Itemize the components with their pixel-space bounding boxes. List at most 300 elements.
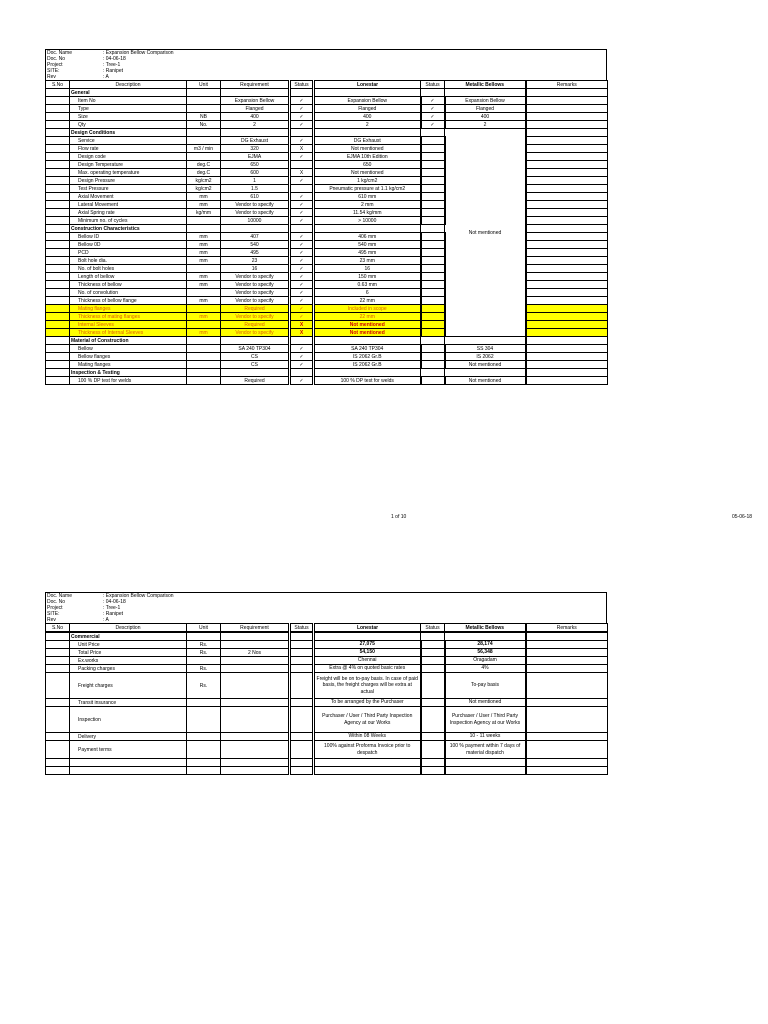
unit-cell: mm — [187, 313, 221, 321]
remarks-cell — [526, 265, 608, 273]
sno-cell — [46, 217, 70, 225]
lonestar-cell: Extra @ 4% on quoted basic rates — [314, 665, 421, 673]
remarks-cell — [526, 105, 608, 113]
requirement-cell: 2 Nos — [221, 649, 290, 657]
sno-cell — [46, 649, 70, 657]
comparison-table-commercial — [45, 623, 608, 775]
metallic-cell — [445, 759, 526, 767]
sno-cell — [46, 225, 70, 233]
doc-no-label: Doc. No — [47, 599, 66, 605]
table-row — [46, 345, 608, 353]
unit-cell: m3 / min — [187, 145, 221, 153]
remarks-cell — [526, 649, 608, 657]
description-cell: Ex.works — [70, 657, 187, 665]
requirement-cell: Vendor to specify — [221, 289, 290, 297]
unit-cell: mm — [187, 193, 221, 201]
sno-cell — [46, 289, 70, 297]
status-mark: ✓ — [290, 377, 314, 385]
unit-cell — [187, 265, 221, 273]
status-mark: ✓ — [421, 97, 445, 105]
lonestar-cell: Chennai — [314, 657, 421, 665]
requirement-cell: Expansion Bellow — [221, 97, 290, 105]
requirement-cell — [221, 699, 290, 707]
metallic-cell — [445, 767, 526, 775]
requirement-cell: Required — [221, 305, 290, 313]
column-header: Status — [421, 624, 445, 633]
remarks-cell — [526, 257, 608, 265]
requirement-cell: Flanged — [221, 105, 290, 113]
status-cell — [421, 337, 445, 345]
status-mark — [290, 185, 314, 193]
remarks-cell — [526, 305, 608, 313]
table-row — [46, 657, 608, 665]
status-cell — [421, 733, 445, 741]
sno-cell — [46, 759, 70, 767]
status-cell — [290, 89, 314, 97]
sno-cell — [46, 767, 70, 775]
metallic-cell: IS 2062 — [445, 353, 526, 361]
column-header-row — [46, 81, 608, 89]
doc-no-label: Doc. No — [47, 56, 66, 62]
description-cell: Transit insurance — [70, 699, 187, 707]
column-header: Remarks — [526, 624, 608, 633]
metallic-cell: Not mentioned — [445, 377, 526, 385]
requirement-cell — [221, 89, 290, 97]
requirement-cell: Vendor to specify — [221, 209, 290, 217]
sno-cell — [46, 121, 70, 129]
unit-cell: Rs. — [187, 665, 221, 673]
status-cell — [290, 665, 314, 673]
requirement-cell — [221, 129, 290, 137]
table-row — [46, 767, 608, 775]
sno-cell — [46, 673, 70, 699]
metallic-cell: 28,174 — [445, 641, 526, 649]
description-cell: Mating flanges — [70, 361, 187, 369]
status-mark — [421, 137, 445, 145]
remarks-cell — [526, 361, 608, 369]
lonestar-cell: IS 2062 Gr.B — [314, 361, 421, 369]
unit-cell — [187, 369, 221, 377]
remarks-cell — [526, 217, 608, 225]
lonestar-cell: 2 — [314, 121, 421, 129]
status-mark: ✓ — [290, 313, 314, 321]
status-mark: ✓ — [290, 233, 314, 241]
status-mark: ✓ — [290, 361, 314, 369]
description-cell: Length of bellow — [70, 273, 187, 281]
unit-cell: mm — [187, 329, 221, 337]
status-mark: ✓ — [290, 257, 314, 265]
status-mark — [421, 329, 445, 337]
status-cell — [290, 673, 314, 699]
status-mark — [421, 177, 445, 185]
unit-cell — [187, 707, 221, 733]
lonestar-cell: EJMA 10th Edition — [314, 153, 421, 161]
table-row — [46, 665, 608, 673]
status-mark — [421, 321, 445, 329]
table-row — [46, 641, 608, 649]
lonestar-cell — [314, 767, 421, 775]
status-cell — [421, 699, 445, 707]
sno-cell — [46, 707, 70, 733]
remarks-cell — [526, 641, 608, 649]
section-title: Inspection & Testing — [70, 369, 187, 377]
sno-cell — [46, 129, 70, 137]
status-mark: ✓ — [290, 281, 314, 289]
sno-cell — [46, 153, 70, 161]
rev-label: Rev — [47, 617, 56, 623]
doc-name-label: Doc. Name — [47, 593, 73, 599]
status-mark — [421, 201, 445, 209]
lonestar-cell: To be arranged by the Purchaser — [314, 699, 421, 707]
requirement-cell — [221, 225, 290, 233]
sno-cell — [46, 241, 70, 249]
lonestar-cell: 23 mm — [314, 257, 421, 265]
project-label: Project — [47, 605, 63, 611]
status-mark: ✓ — [290, 209, 314, 217]
status-mark — [421, 313, 445, 321]
lonestar-cell — [314, 369, 421, 377]
lonestar-cell — [314, 759, 421, 767]
requirement-cell — [221, 759, 290, 767]
requirement-cell — [221, 741, 290, 759]
description-cell: Axial Movement — [70, 193, 187, 201]
sno-cell — [46, 361, 70, 369]
page-number: 1 of 10 — [391, 514, 407, 520]
description-cell: Mating flanges — [70, 305, 187, 313]
description-cell: Test Pressure — [70, 185, 187, 193]
description-cell: Freight charges — [70, 673, 187, 699]
remarks-cell — [526, 665, 608, 673]
unit-cell: Rs. — [187, 649, 221, 657]
metallic-cell — [445, 369, 526, 377]
lonestar-cell: Not mentioned — [314, 145, 421, 153]
requirement-cell: Vendor to specify — [221, 297, 290, 305]
unit-cell — [187, 353, 221, 361]
requirement-cell: 600 — [221, 169, 290, 177]
metallic-cell: 4% — [445, 665, 526, 673]
unit-cell — [187, 657, 221, 665]
lonestar-cell: Not mentioned — [314, 321, 421, 329]
description-cell: Design Pressure — [70, 177, 187, 185]
status-mark — [421, 345, 445, 353]
sno-cell — [46, 313, 70, 321]
sno-cell — [46, 89, 70, 97]
requirement-cell: 1 — [221, 177, 290, 185]
column-header: Metallic Bellows — [445, 81, 526, 89]
status-mark: ✓ — [290, 217, 314, 225]
requirement-cell: CS — [221, 361, 290, 369]
metallic-cell: SS 304 — [445, 345, 526, 353]
metallic-cell: 56,348 — [445, 649, 526, 657]
unit-cell — [187, 217, 221, 225]
remarks-cell — [526, 657, 608, 665]
unit-cell: mm — [187, 297, 221, 305]
status-cell — [290, 699, 314, 707]
requirement-cell: 1.5 — [221, 185, 290, 193]
metallic-cell — [445, 632, 526, 641]
lonestar-cell: Not mentioned — [314, 169, 421, 177]
requirement-cell: 650 — [221, 161, 290, 169]
description-cell: Axial Spring rate — [70, 209, 187, 217]
status-mark — [421, 185, 445, 193]
section-title: Commercial — [70, 632, 187, 641]
remarks-cell — [526, 185, 608, 193]
lonestar-cell: Purchaser / User / Third Party Inspection Agency at our Works — [314, 707, 421, 733]
requirement-cell: SA 240 TP304 — [221, 345, 290, 353]
metallic-cell: 100 % payment within 7 days of material dispatch — [445, 741, 526, 759]
status-cell — [421, 129, 445, 137]
description-cell: Payment terms — [70, 741, 187, 759]
remarks-cell — [526, 377, 608, 385]
doc-no-value: : 04-06-18 — [103, 599, 126, 605]
status-mark: ✓ — [290, 105, 314, 113]
column-header: Metallic Bellows — [445, 624, 526, 633]
status-cell — [290, 741, 314, 759]
metallic-cell: To-pay basis — [445, 673, 526, 699]
table-row — [46, 733, 608, 741]
requirement-cell: 407 — [221, 233, 290, 241]
unit-cell — [187, 733, 221, 741]
status-mark: ✓ — [290, 97, 314, 105]
remarks-cell — [526, 329, 608, 337]
unit-cell — [187, 321, 221, 329]
unit-cell: kg/mm — [187, 209, 221, 217]
sno-cell — [46, 377, 70, 385]
requirement-cell: 495 — [221, 249, 290, 257]
remarks-cell — [526, 153, 608, 161]
unit-cell: kg/cm2 — [187, 177, 221, 185]
description-cell: No. of bolt holes — [70, 265, 187, 273]
description-cell: Packing charges — [70, 665, 187, 673]
lonestar-cell: 100% against Proforma Invoice prior to despatch — [314, 741, 421, 759]
lonestar-cell: 2 mm — [314, 201, 421, 209]
status-cell — [421, 225, 445, 233]
status-cell — [421, 673, 445, 699]
doc-name-value: : Expansion Bellow Comparison — [103, 50, 174, 56]
unit-cell — [187, 137, 221, 145]
status-cell — [421, 707, 445, 733]
table-row — [46, 113, 608, 121]
sno-cell — [46, 273, 70, 281]
status-mark — [421, 297, 445, 305]
description-cell: Type — [70, 105, 187, 113]
unit-cell — [187, 699, 221, 707]
lonestar-cell — [314, 337, 421, 345]
remarks-cell — [526, 233, 608, 241]
sno-cell — [46, 97, 70, 105]
description-cell: Thickness of Internal Sleeves — [70, 329, 187, 337]
unit-cell: mm — [187, 257, 221, 265]
metallic-cell — [445, 89, 526, 97]
section-row — [46, 337, 608, 345]
status-mark: ✓ — [421, 105, 445, 113]
section-title: Construction Characteristics — [70, 225, 187, 233]
description-cell: Bellow ID — [70, 233, 187, 241]
description-cell: Service — [70, 137, 187, 145]
requirement-cell: 23 — [221, 257, 290, 265]
sno-cell — [46, 113, 70, 121]
sno-cell — [46, 353, 70, 361]
description-cell: Total Price — [70, 649, 187, 657]
unit-cell — [187, 225, 221, 233]
sno-cell — [46, 265, 70, 273]
section-row — [46, 129, 608, 137]
site-value: : Ranipet — [103, 611, 124, 617]
table-row — [46, 649, 608, 657]
table-row — [46, 759, 608, 767]
remarks-cell — [526, 137, 608, 145]
status-cell — [290, 767, 314, 775]
remarks-cell — [526, 673, 608, 699]
unit-cell — [187, 741, 221, 759]
unit-cell: No. — [187, 121, 221, 129]
table-row — [46, 673, 608, 699]
description-cell: Inspection — [70, 707, 187, 733]
requirement-cell: 10000 — [221, 217, 290, 225]
lonestar-cell: 610 mm — [314, 193, 421, 201]
sheet-page-2 — [45, 592, 607, 775]
lonestar-cell: 1 kg/cm2 — [314, 177, 421, 185]
site-label: SITE: — [47, 611, 60, 617]
requirement-cell — [221, 707, 290, 733]
sno-cell — [46, 177, 70, 185]
column-header: S.No — [46, 81, 70, 89]
sno-cell — [46, 137, 70, 145]
unit-cell: mm — [187, 233, 221, 241]
remarks-cell — [526, 193, 608, 201]
metallic-cell: 2 — [445, 121, 526, 129]
rev-value: : A — [103, 74, 109, 80]
lonestar-cell: 54,150 — [314, 649, 421, 657]
status-cell — [290, 369, 314, 377]
remarks-cell — [526, 281, 608, 289]
section-title: Material of Construction — [70, 337, 187, 345]
unit-cell: Rs. — [187, 641, 221, 649]
unit-cell — [187, 345, 221, 353]
section-row — [46, 89, 608, 97]
status-mark: ✓ — [421, 121, 445, 129]
remarks-cell — [526, 759, 608, 767]
lonestar-cell: 406 mm — [314, 233, 421, 241]
requirement-cell: 610 — [221, 193, 290, 201]
column-header: Lonestar — [314, 81, 421, 89]
table-row — [46, 707, 608, 733]
status-mark: X — [290, 329, 314, 337]
lonestar-cell: 650 — [314, 161, 421, 169]
column-header: Status — [421, 81, 445, 89]
lonestar-cell: 27,075 — [314, 641, 421, 649]
status-mark — [421, 161, 445, 169]
description-cell: Thickness of mating flanges — [70, 313, 187, 321]
remarks-cell — [526, 289, 608, 297]
unit-cell — [187, 337, 221, 345]
sheet-page-1 — [45, 49, 607, 385]
status-cell — [421, 89, 445, 97]
metallic-cell — [445, 337, 526, 345]
status-mark — [421, 241, 445, 249]
status-mark: ✓ — [290, 177, 314, 185]
status-cell — [290, 129, 314, 137]
section-row — [46, 369, 608, 377]
column-header: Remarks — [526, 81, 608, 89]
lonestar-cell: 100 % DP test for welds — [314, 377, 421, 385]
remarks-cell — [526, 632, 608, 641]
status-cell — [421, 657, 445, 665]
status-mark — [421, 377, 445, 385]
description-cell: No. of convolution — [70, 289, 187, 297]
description-cell: Qty — [70, 121, 187, 129]
status-cell — [421, 641, 445, 649]
sno-cell — [46, 345, 70, 353]
unit-cell — [187, 632, 221, 641]
remarks-cell — [526, 273, 608, 281]
requirement-cell: 540 — [221, 241, 290, 249]
status-mark: ✓ — [290, 201, 314, 209]
table-row — [46, 699, 608, 707]
unit-cell: mm — [187, 201, 221, 209]
requirement-cell: Vendor to specify — [221, 273, 290, 281]
status-mark — [421, 353, 445, 361]
column-header: S.No — [46, 624, 70, 633]
sno-cell — [46, 105, 70, 113]
sno-cell — [46, 329, 70, 337]
requirement-cell: Vendor to specify — [221, 201, 290, 209]
remarks-cell — [526, 129, 608, 137]
table-row — [46, 97, 608, 105]
description-cell: Bellow flanges — [70, 353, 187, 361]
column-header-row — [46, 624, 608, 633]
requirement-cell: CS — [221, 353, 290, 361]
sno-cell — [46, 193, 70, 201]
status-mark — [421, 145, 445, 153]
lonestar-cell: 22 mm — [314, 313, 421, 321]
status-mark: X — [290, 169, 314, 177]
column-header: Requirement — [221, 624, 290, 633]
requirement-cell: 2 — [221, 121, 290, 129]
table-row — [46, 121, 608, 129]
status-mark — [421, 249, 445, 257]
requirement-cell: 16 — [221, 265, 290, 273]
requirement-cell — [221, 673, 290, 699]
unit-cell: kg/cm2 — [187, 185, 221, 193]
sno-cell — [46, 632, 70, 641]
status-cell — [290, 733, 314, 741]
remarks-cell — [526, 249, 608, 257]
column-header: Requirement — [221, 81, 290, 89]
sno-cell — [46, 733, 70, 741]
status-mark — [421, 153, 445, 161]
status-mark: ✓ — [290, 265, 314, 273]
unit-cell: mm — [187, 249, 221, 257]
requirement-cell: 400 — [221, 113, 290, 121]
sno-cell — [46, 161, 70, 169]
lonestar-cell: 6 — [314, 289, 421, 297]
requirement-cell: Vendor to specify — [221, 281, 290, 289]
requirement-cell — [221, 657, 290, 665]
metallic-cell: Flanged — [445, 105, 526, 113]
description-cell: Thickness of bellow — [70, 281, 187, 289]
lonestar-cell: Freight will be on to-pay basis. In case of paid basis, the freight charges will be extra at actual — [314, 673, 421, 699]
status-mark — [421, 281, 445, 289]
description-cell: Bolt hole dia. — [70, 257, 187, 265]
section-title: Design Conditions — [70, 129, 187, 137]
unit-cell — [187, 89, 221, 97]
status-mark — [421, 169, 445, 177]
sno-cell — [46, 321, 70, 329]
metallic-merged-cell: Not mentioned — [445, 129, 526, 337]
description-cell: Max. operating temperature — [70, 169, 187, 177]
section-title: General — [70, 89, 187, 97]
